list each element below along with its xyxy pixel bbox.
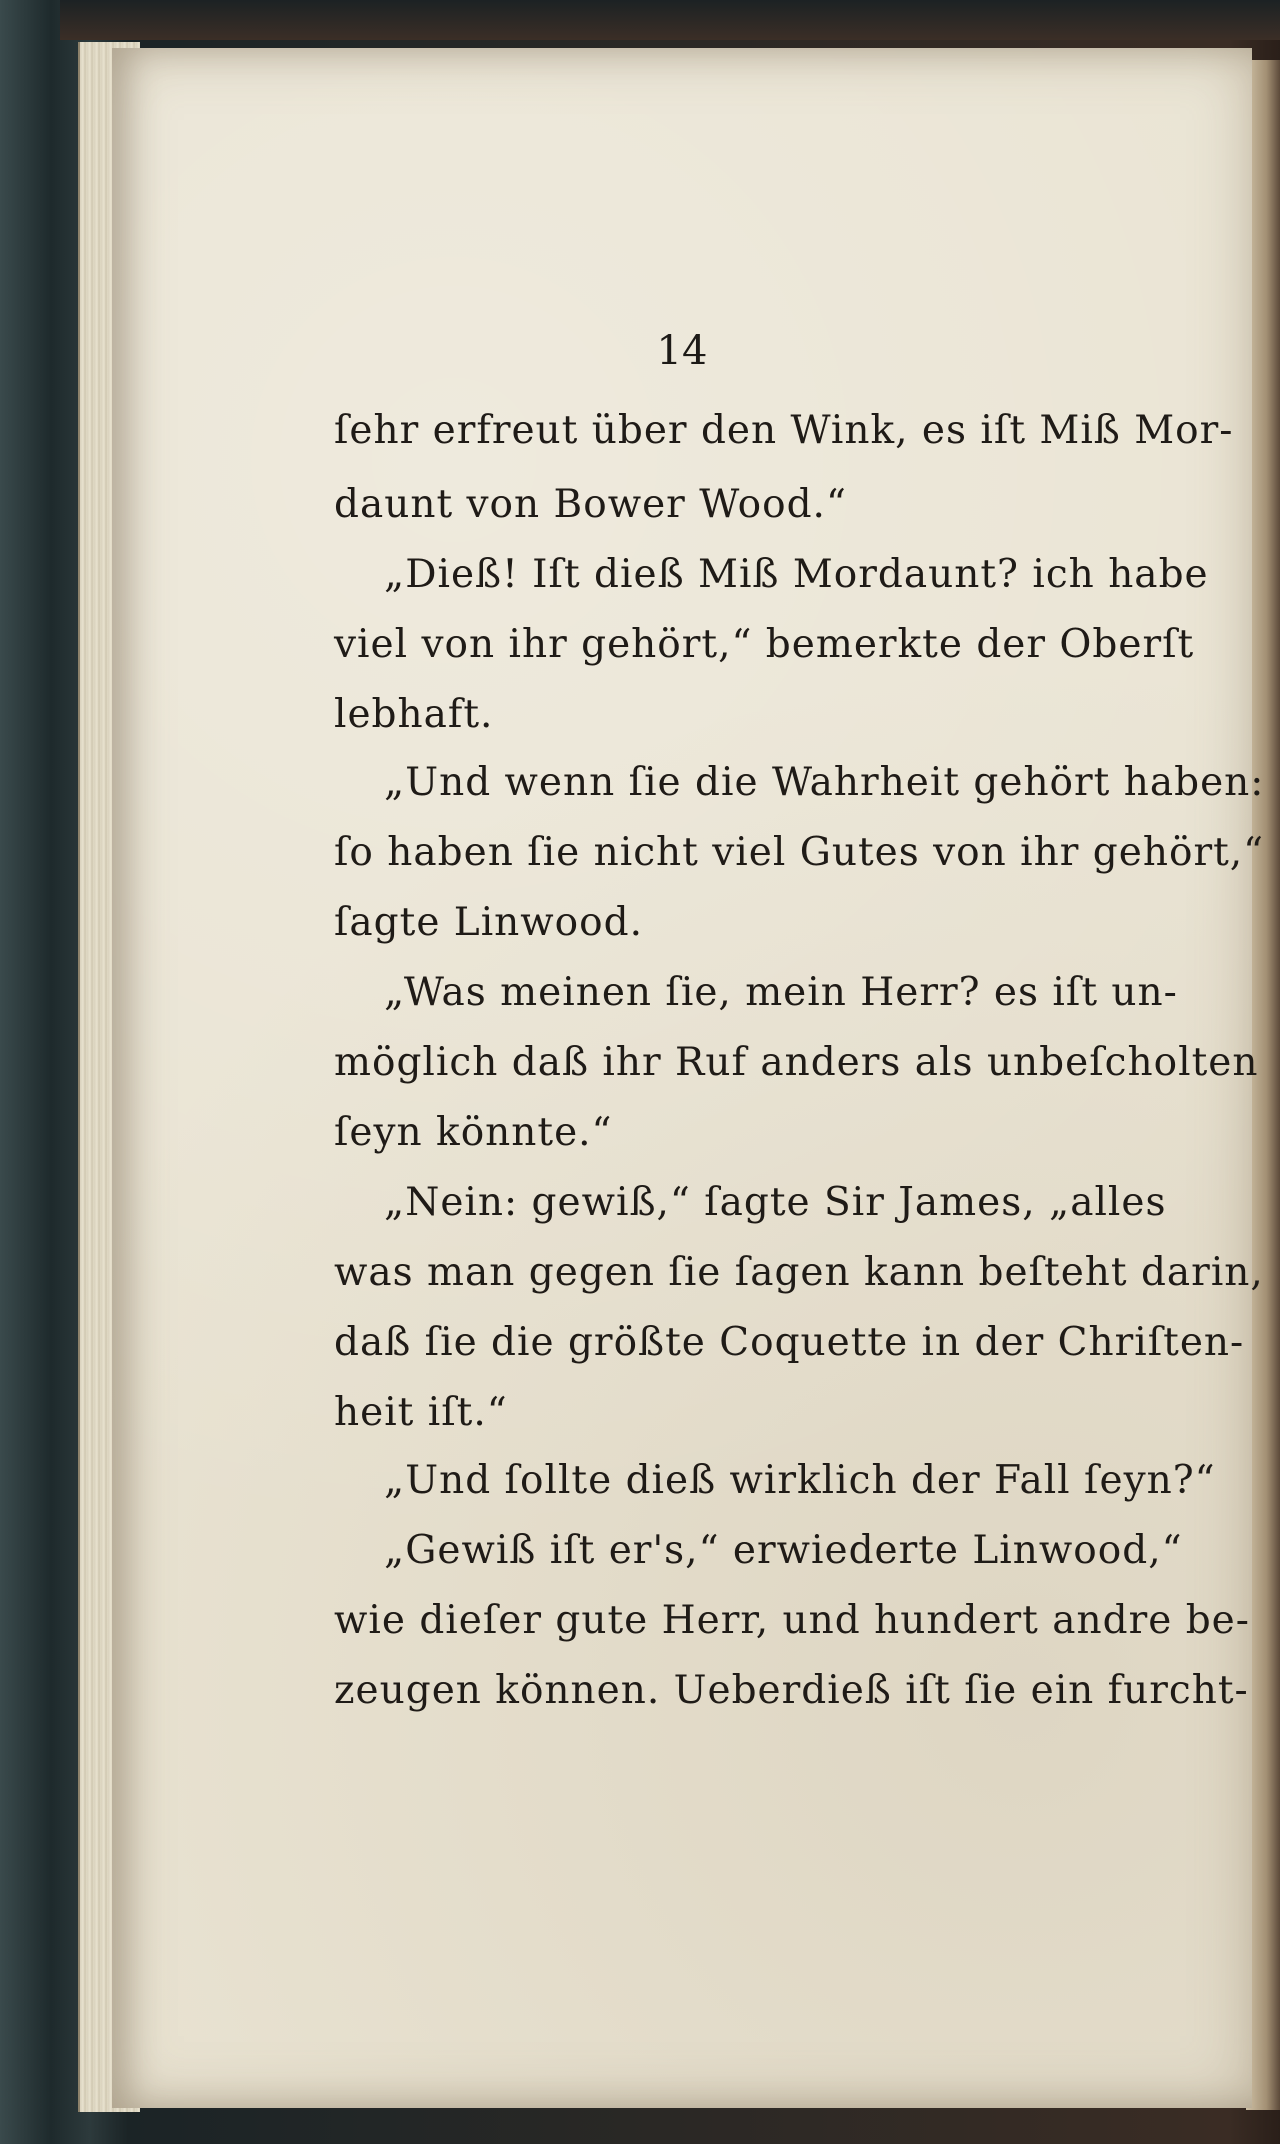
text-line: möglich daß ihr Ruf anders als unbeſcholten	[334, 1040, 1259, 1085]
text-line: ſehr erfreut über den Wink, es iſt Miß Mor-	[334, 408, 1234, 453]
text-line: lebhaft.	[334, 692, 494, 737]
text-line: „Dieß! Iſt dieß Miß Mordaunt? ich habe	[384, 552, 1209, 597]
text-line: viel von ihr gehört,“ bemerkte der Oberſt	[334, 622, 1195, 667]
book-page	[112, 48, 1265, 2108]
cover-top-edge	[60, 0, 1280, 40]
text-line: „Und ſollte dieß wirklich der Fall ſeyn?“	[384, 1458, 1216, 1503]
text-line: ſo haben ſie nicht viel Gutes von ihr gehört,“	[334, 830, 1265, 875]
text-line: „Was meinen ſie, mein Herr? es iſt un-	[384, 970, 1178, 1015]
page-number: 14	[656, 328, 708, 374]
text-line: wie dieſer gute Herr, und hundert andre be-	[334, 1598, 1250, 1643]
text-line: „Nein: gewiß,“ ſagte Sir James, „alles	[384, 1180, 1167, 1225]
text-line: ſeyn könnte.“	[334, 1110, 613, 1155]
text-line: zeugen können. Ueberdieß iſt ſie ein furcht-	[334, 1668, 1249, 1713]
text-line: daunt von Bower Wood.“	[334, 482, 847, 527]
text-line: heit iſt.“	[334, 1390, 508, 1435]
text-line: „Gewiß iſt er's,“ erwiederte Linwood,“	[384, 1528, 1183, 1573]
text-line: daß ſie die größte Coquette in der Chriſten-	[334, 1320, 1245, 1365]
text-line: was man gegen ſie ſagen kann beſteht darin,	[334, 1250, 1264, 1295]
text-line: ſagte Linwood.	[334, 900, 643, 945]
text-line: „Und wenn ſie die Wahrheit gehört haben:	[384, 760, 1265, 805]
